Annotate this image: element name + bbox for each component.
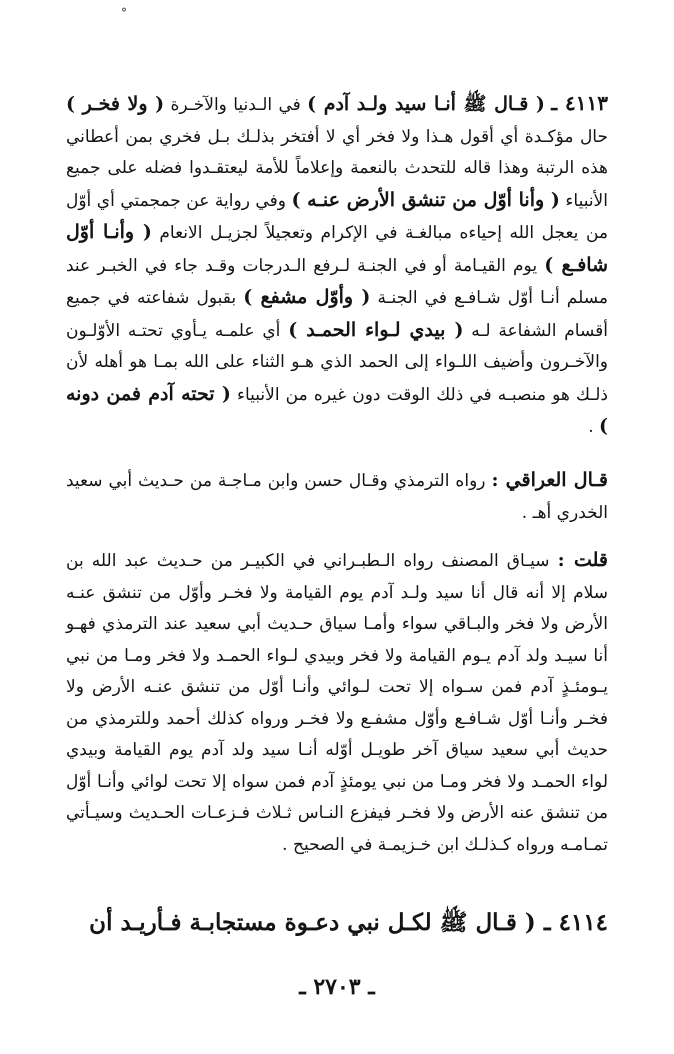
commentary-text: وفي رواية عن جمجمتي أي أوّل من يعجل الله إحياءه مبالغـة في الإكرام وتعجيلاً لجزيـل الانعام: [66, 190, 608, 243]
corner-mark: °: [121, 6, 127, 20]
hadith-text-bold: ( وأنـا أوّل شافـع ): [66, 221, 608, 276]
hadith-text-bold: ( قـال ﷺ أنـا سيد ولـد آدم ): [307, 93, 545, 115]
hadith-number: ٤١١٣ ـ: [551, 91, 608, 115]
qultu-label: قلت :: [557, 549, 608, 571]
commentary-text: بقبول شفاعته في جميع أقسام الشفاعة لـه: [66, 288, 608, 341]
commentary-text: حال مؤكـدة أي أقول هـذا ولا فخر أي لا أفتخر بذلـك بـل فخري بمن أعطاني هذه الرتبة وهذا قاله للتحدث بالنعمة وإعلاماً للأمة ليعتقـدوا فضله على جميع الأنبياء: [66, 126, 608, 211]
hadith-number: ٤١١٤ ـ: [543, 909, 608, 936]
hadith-text-bold: ( وأوّل مشفع ): [243, 286, 371, 308]
commentary-text: أي علمـه يـأوي تحتـه الأوّلـون والآخـرون وأضيف اللـواء إلى الحمد الذي هـو الثناء على الله بمـا هو أهله لأن ذلـك هو منصبـه في ذلك الوقت دون غيره من الأنبياء: [66, 320, 608, 405]
commentary-text: في الـدنيا والآخـرة: [170, 95, 308, 115]
hadith-text-bold: ( تحته آدم فمن دونه ): [66, 382, 608, 437]
commentary-text: يوم القيـامة أو في الجنـة لـرفع الـدرجات وقـد جاء في الخبـر عند مسلم أنـا أوّل شـافـع في الجنـة: [66, 255, 608, 308]
hadith-text-bold: ( قـال ﷺ لكـل نبي دعـوة مستجابـة فـأريـد أن: [89, 909, 536, 936]
page-number: ـ ٢٧٠٣ ـ: [299, 974, 375, 1000]
hadith-text-bold: ( ولا فخـر ): [66, 93, 165, 115]
commentary-text: .: [588, 417, 599, 437]
iraqi-label: قـال العراقي :: [491, 469, 609, 491]
hadith-text-bold: ( بيدي لـواء الحمـد ): [288, 318, 464, 341]
hadith-4114: [66, 906, 608, 940]
qultu-text: سيـاق المصنف رواه الـطبـراني في الكبيـر من حـديث عبد الله بن سلام إلا أنه قال أنا سيد ولـد آدم يوم القيامة ولا فخـر وأوّل من تنشق عنـه الأرض ولا فخر والبـاقي سواء وأمـا سياق حـديث أبي سعيد عند الترمذي فهـو أنا سيـد ولد آدم يـوم القيامة ولا فخر وبيدي لـواء الحمـد ولا فخر ومـا من نبي يـومئـذٍ آدم فمن سـواه إلا تحت لـوائي وأنـا أوّل من تنشق عنـه الأرض ولا فخـر وأنـا أوّل شـافـع وأوّل مشفـع ولا فخـر ورواه كذلك أحمد وللترمذي من حديث أبي سعيد سياق آخر طويـل أوّله أنـا سيد ولد آدم يوم القيامة وبيدي لواء الحمـد ولا فخر ومـا من نبي يومئذٍ آدم فمن سواه إلا تحت لوائي وأنـا أوّل من تنشق عنه الأرض ولا فخـر فيفزع النـاس ثـلاث فـزعـات الحـديث وسيـأتي تمـامـه ورواه كـذلـك ابن خـزيمـة في الصحيح .: [66, 551, 608, 855]
author-note: [66, 545, 608, 861]
hadith-4113: [66, 88, 608, 444]
hadith-text-bold: ( وأنا أوّل من تنشق الأرض عنـه ): [291, 188, 560, 211]
iraqi-takhrij: [66, 465, 608, 529]
iraqi-text: رواه الترمذي وقـال حسن وابن مـاجـة من حـديث أبي سعيد الخدري أهـ .: [66, 471, 608, 523]
